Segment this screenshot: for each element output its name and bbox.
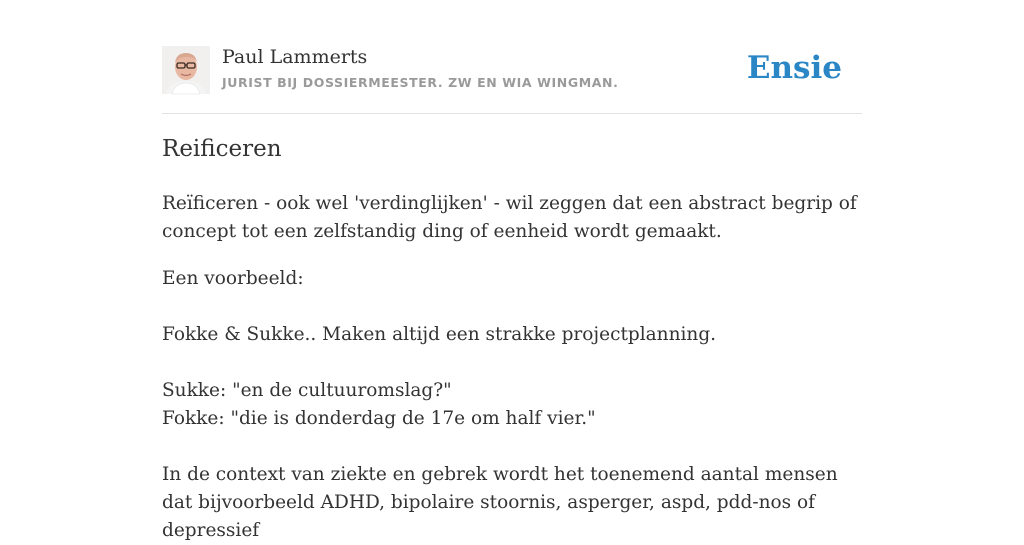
article-title: Reificeren	[162, 136, 282, 162]
author-name[interactable]: Paul Lammerts	[222, 46, 368, 68]
brand-logo[interactable]: Ensie	[746, 50, 842, 86]
author-portrait-icon	[162, 46, 210, 94]
article-body	[162, 190, 862, 545]
author-bio: JURIST BIJ DOSSIERMEESTER. ZW EN WIA WINGMAN.	[222, 75, 619, 90]
author-header	[162, 0, 862, 114]
spacer	[162, 433, 862, 461]
dialogue-line: Sukke: "en de cultuuromslag?"	[162, 380, 452, 401]
example-line: Fokke & Sukke.. Maken altijd een strakke projectplanning.	[162, 324, 717, 345]
avatar[interactable]	[162, 46, 210, 94]
intro-paragraph: Reïficeren - ook wel 'verdinglijken' - wil zeggen dat een abstract begrip of concept tot een zelfstandig ding of eenheid wordt gemaakt.	[162, 193, 857, 242]
example-label: Een voorbeeld:	[162, 268, 304, 289]
spacer	[162, 349, 862, 377]
article-page	[162, 0, 862, 162]
dialogue-line: Fokke: "die is donderdag de 17e om half vier."	[162, 408, 596, 429]
spacer	[162, 293, 862, 321]
context-paragraph: In de context van ziekte en gebrek wordt het toenemend aantal mensen dat bijvoorbeeld ADHD, bipolaire stoornis, asperger, aspd, pdd-nos of depressief	[162, 464, 838, 541]
